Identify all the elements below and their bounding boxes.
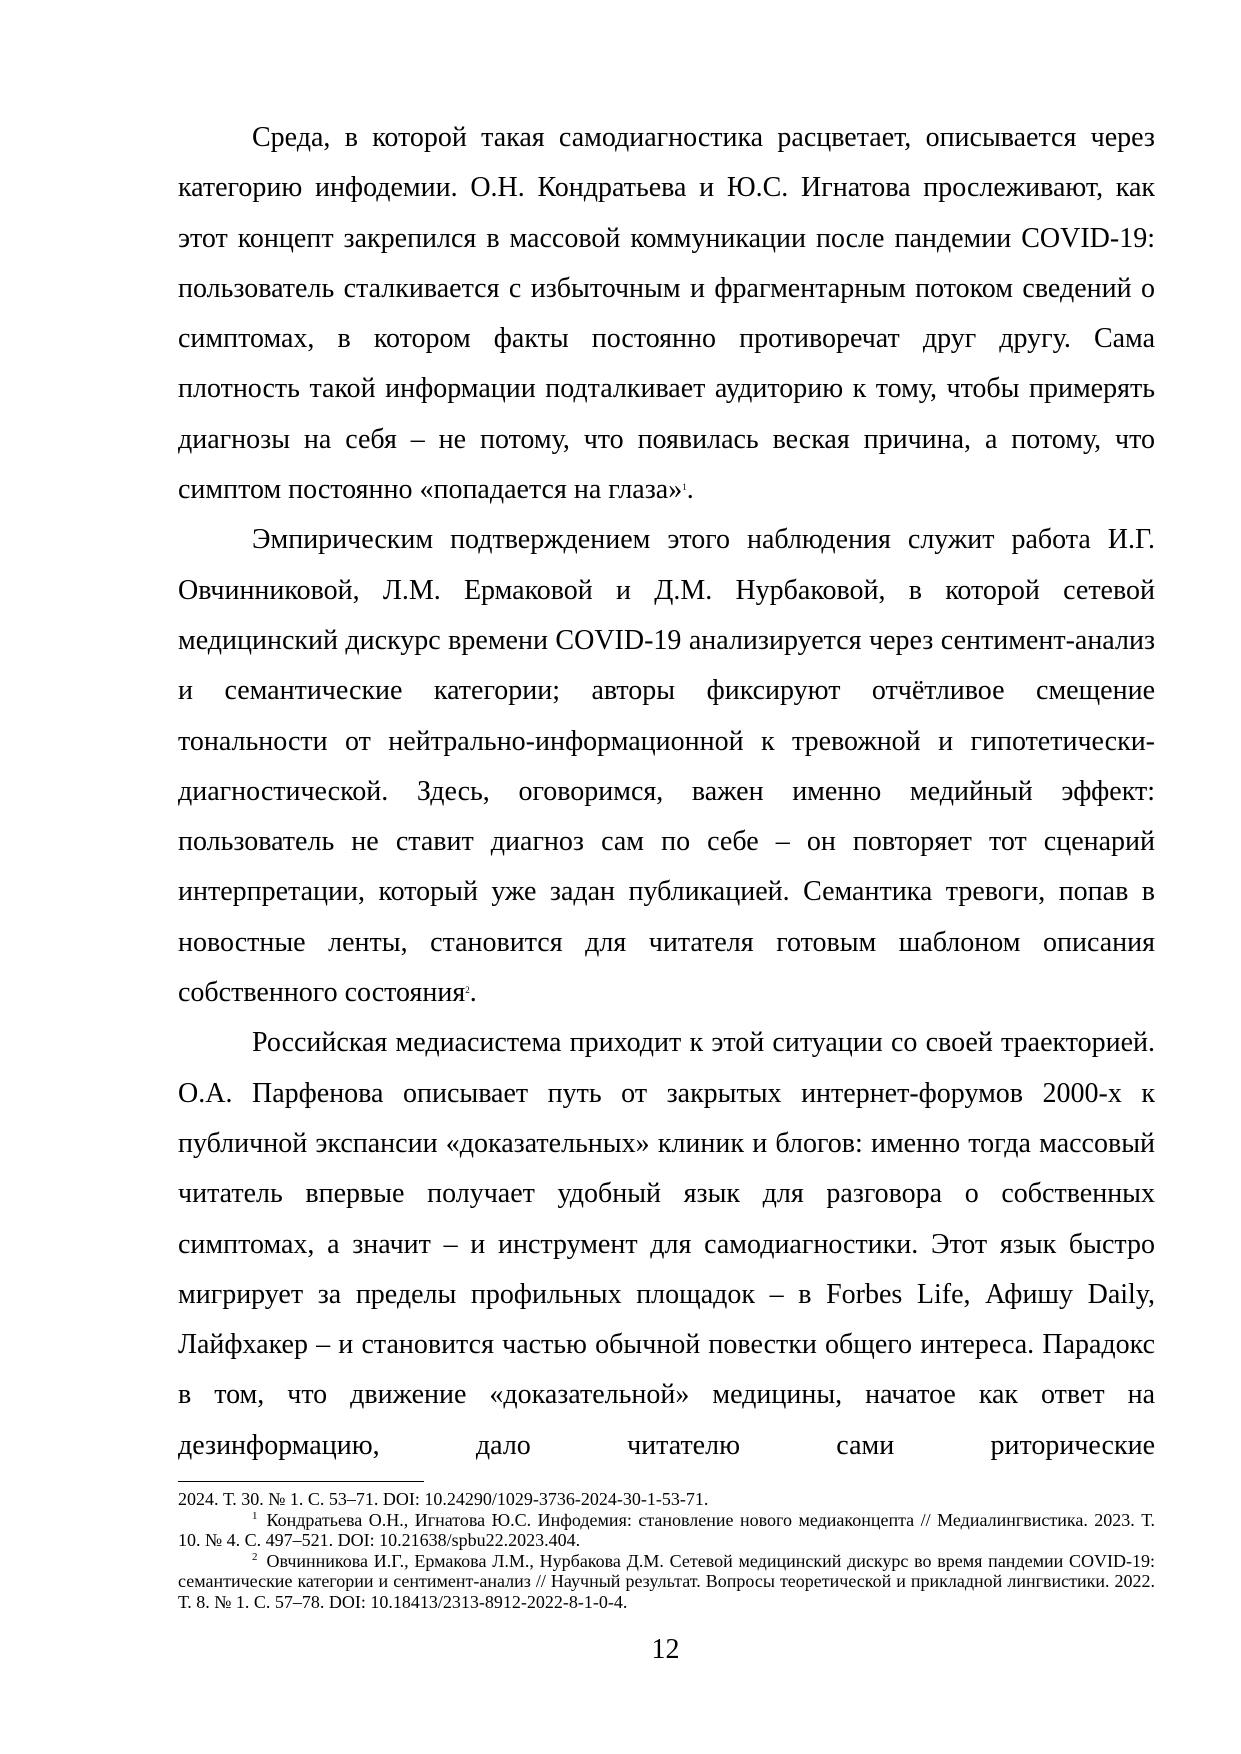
footnote-marker: 1 bbox=[252, 1510, 258, 1522]
paragraph-tail: . bbox=[686, 474, 694, 506]
footnote-continuation bbox=[178, 1489, 1155, 1510]
footnote-text: 2024. Т. 30. № 1. С. 53–71. DOI: 10.24290/1029-3736-2024-30-1-53-71. bbox=[178, 1489, 709, 1509]
paragraph-russian-media bbox=[178, 1018, 1155, 1471]
paragraph-empirical bbox=[178, 515, 1155, 1018]
page-number: 12 bbox=[651, 1634, 680, 1665]
footnote-1 bbox=[178, 1510, 1155, 1551]
footnote-text: Кондратьева О.Н., Игнатова Ю.С. Инфодемия: становление нового медиаконцепта // Медиалингвистика. 2023. Т. 10. № 4. С. 497–521. DOI: 10.21638/spbu22.2023.404. bbox=[178, 1509, 1155, 1551]
footnote-reference: 2 bbox=[465, 984, 470, 995]
footnote-marker: 2 bbox=[252, 1551, 258, 1564]
paragraph-tail: . bbox=[469, 977, 477, 1009]
paragraph-text: Российская медиасистема приходит к этой ситуации со своей траекторией. О.А. Парфенова описывает путь от закрытых интернет-форумов 2000-х к публичной экспансии «доказательных» клиник и блогов: именно тогда массовый читатель впервые получает удобный язык для разговора о собственных симптомах, а значит – и инструмент для самодиагностики. Этот язык быстро мигрирует за пределы профильных площадок – в Forbes Life, Афишу Daily, Лайфхакер – и становится частью обычной повестки общего интереса. Парадокс в том, что движение «доказательной» медицины, начатое как ответ на дезинформацию, дало читателю сами риторические bbox=[178, 1027, 1155, 1461]
footnotes bbox=[178, 1489, 1155, 1613]
paragraph-text: Эмпирическим подтверждением этого наблюдения служит работа И.Г. Овчинниковой, Л.М. Ермаковой и Д.М. Нурбаковой, в которой сетевой медицинский дискурс времени COVID-19 анализируется через сентимент-анализ и семантические категории; авторы фиксируют отчётливое смещение тональности от нейтрально-информационной к тревожной и гипотетически-диагностической. Здесь, оговоримся, важен именно медийный эффект: пользователь не ставит диагноз сам по себе – он повторяет тот сценарий интерпретации, который уже задан публикацией. Семантика тревоги, попав в новостные ленты, становится для читателя готовым шаблоном описания собственного состояния bbox=[178, 524, 1155, 1009]
footnote-text: Овчинникова И.Г., Ермакова Л.М., Нурбакова Д.М. Сетевой медицинский дискурс во время пандемии COVID-19: семантические категории и сентимент-анализ // Научный результат. Вопросы теоретической и прикладной лингвистики. 2022. Т. 8. № 1. С. 57–78. DOI: 10.18413/2313-8912-2022-8-1-0-4. bbox=[178, 1550, 1155, 1612]
body-text bbox=[178, 113, 1155, 1471]
footnote-separator bbox=[178, 1481, 424, 1482]
footnote-reference: 1 bbox=[682, 481, 687, 492]
paragraph-text: Среда, в которой такая самодиагностика расцветает, описывается через категорию инфодемии. О.Н. Кондратьева и Ю.С. Игнатова прослеживают, как этот концепт закрепился в массовой коммуникации после пандемии COVID-19: пользователь сталкивается с избыточным и фрагментарным потоком сведений о симптомах, в котором факты постоянно противоречат друг другу. Сама плотность такой информации подталкивает аудиторию к тому, чтобы примерять диагнозы на себя – не потому, что появилась веская причина, а потому, что симптом постоянно «попадается на глаза» bbox=[178, 122, 1155, 506]
paragraph-infodemic bbox=[178, 113, 1155, 515]
footnote-2 bbox=[178, 1551, 1155, 1613]
